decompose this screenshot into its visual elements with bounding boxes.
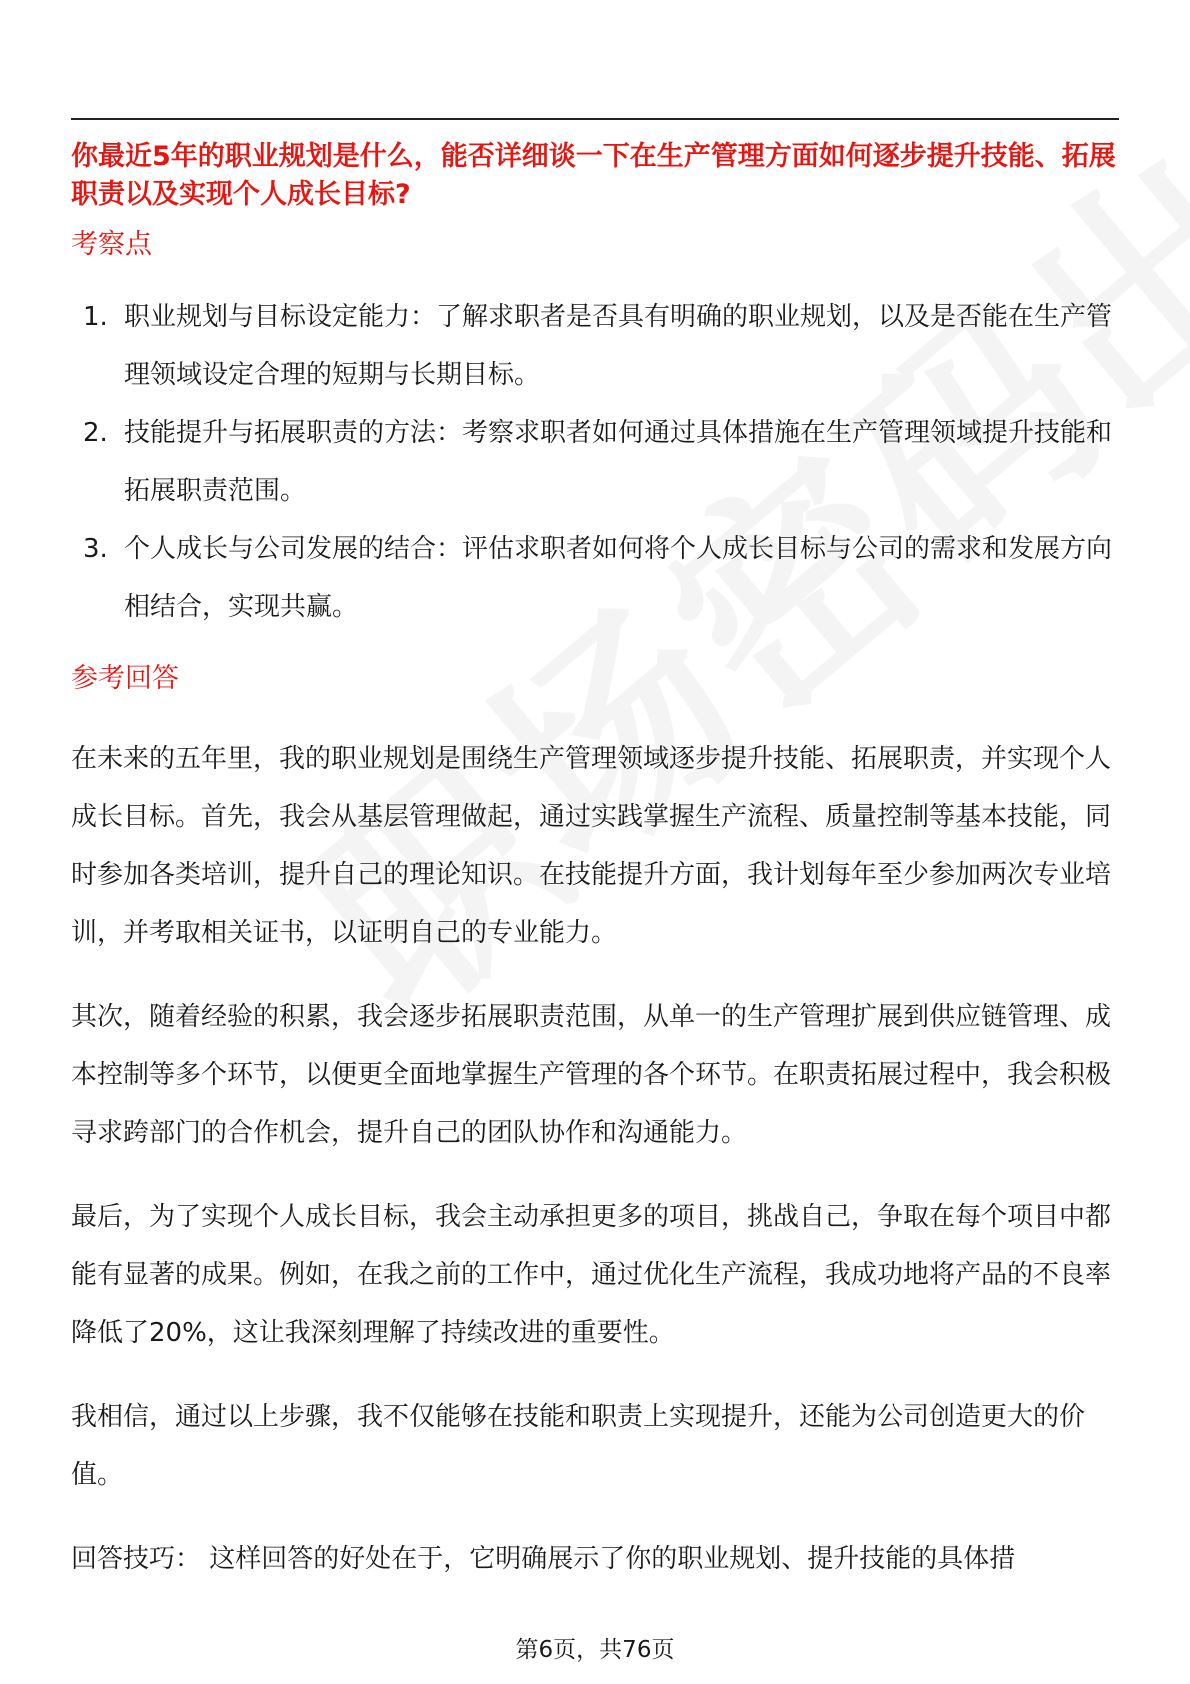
answer-paragraph: 我相信，通过以上步骤，我不仅能够在技能和职责上实现提升，还能为公司创造更大的价值。 <box>71 1402 1086 1490</box>
point-number: 1. <box>83 302 108 332</box>
point-item <box>71 520 1119 636</box>
header-rule <box>71 118 1119 120</box>
page-content <box>71 138 1119 1588</box>
points-section-title: 考察点 <box>71 229 152 260</box>
answer-section-title: 参考回答 <box>71 663 179 694</box>
point-text: 个人成长与公司发展的结合：评估求职者如何将个人成长目标与公司的需求和发展方向相结合，实现共赢。 <box>124 534 1113 622</box>
point-item <box>71 404 1119 520</box>
point-text: 技能提升与拓展职责的方法：考察求职者如何通过具体措施在生产管理领域提升技能和拓展职责范围。 <box>124 418 1113 506</box>
question-heading: 你最近5年的职业规划是什么，能否详细谈一下在生产管理方面如何逐步提升技能、拓展职责以及实现个人成长目标? <box>71 141 1116 210</box>
point-item <box>71 288 1119 404</box>
points-list <box>71 288 1119 636</box>
point-number: 2. <box>83 418 108 448</box>
point-text: 职业规划与目标设定能力：了解求职者是否具有明确的职业规划，以及是否能在生产管理领域设定合理的短期与长期目标。 <box>124 302 1113 390</box>
answer-tip-paragraph: 回答技巧： 这样回答的好处在于，它明确展示了你的职业规划、提升技能的具体措 <box>71 1544 1016 1574</box>
answer-paragraph: 在未来的五年里，我的职业规划是围绕生产管理领域逐步提升技能、拓展职责，并实现个人成长目标。首先，我会从基层管理做起，通过实践掌握生产流程、质量控制等基本技能，同时参加各类培训，提升自己的理论知识。在技能提升方面，我计划每年至少参加两次专业培训，并考取相关证书，以证明自己的专业能力。 <box>71 744 1112 948</box>
answer-paragraph: 最后，为了实现个人成长目标，我会主动承担更多的项目，挑战自己，争取在每个项目中都能有显著的成果。例如，在我之前的工作中，通过优化生产流程，我成功地将产品的不良率降低了20%，这让我深刻理解了持续改进的重要性。 <box>71 1202 1112 1348</box>
page-number-footer: 第6页，共76页 <box>515 1637 675 1663</box>
answer-paragraph: 其次，随着经验的积累，我会逐步拓展职责范围，从单一的生产管理扩展到供应链管理、成本控制等多个环节，以便更全面地掌握生产管理的各个环节。在职责拓展过程中，我会积极寻求跨部门的合作机会，提升自己的团队协作和沟通能力。 <box>71 1002 1112 1148</box>
point-number: 3. <box>83 534 108 564</box>
